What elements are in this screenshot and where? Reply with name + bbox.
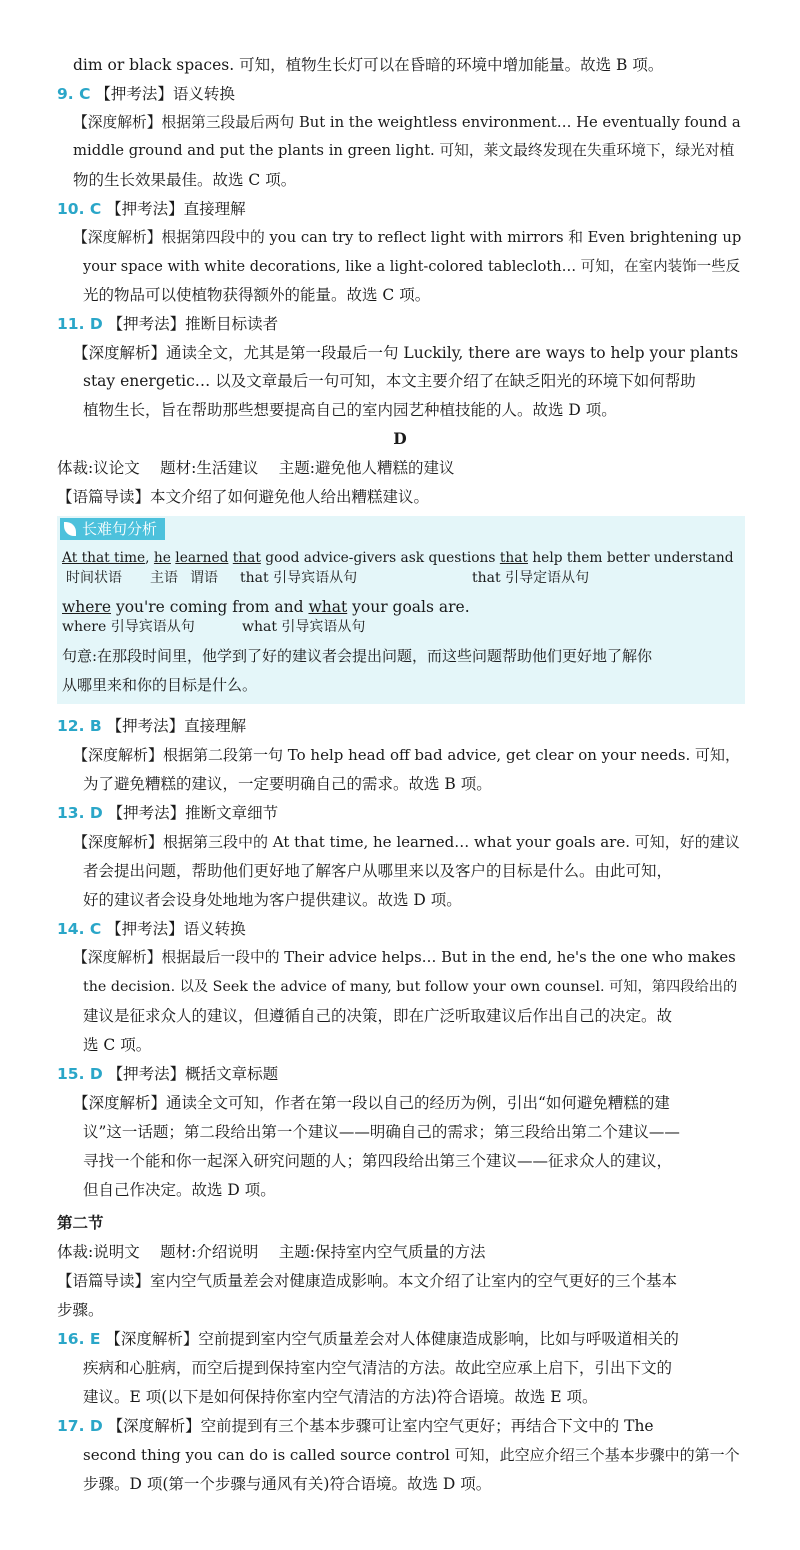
token-he: he	[153, 550, 171, 566]
answer-14-header	[57, 919, 246, 939]
section-d-genre: 体裁:议论文 题材:生活建议 主题:避免他人糟糕的建议	[57, 459, 455, 477]
answer-text: 【深度解析】空前提到室内空气质量差会对人体健康造成影响，比如与呼吸道相关的	[105, 1330, 679, 1348]
continuation-line: dim or black spaces. 可知，植物生长灯可以在昏暗的环境中增加能量。故选 B 项。	[73, 56, 664, 74]
token: ,	[145, 550, 154, 566]
answer-10-header	[57, 199, 246, 219]
answer-13-header	[57, 803, 278, 823]
answer-11-header	[57, 314, 278, 334]
answer-15-header	[57, 1064, 278, 1084]
sentence-analysis-tag-label: 长难句分析	[82, 520, 158, 538]
answer-number: 9. C	[57, 85, 91, 103]
answer-15-line-3: 寻找一个能和你一起深入研究问题的人；第四段给出第三个建议——征求众人的建议，	[83, 1152, 673, 1170]
answer-number: 14. C	[57, 920, 102, 938]
answer-12-header	[57, 716, 246, 736]
answer-number: 17. D	[57, 1417, 103, 1435]
answer-14-line-3: 建议是征求众人的建议，但遵循自己的决策，即在广泛听取建议后作出自己的决定。故	[83, 1007, 673, 1025]
method-tag: 【押考法】语义转换	[106, 920, 246, 938]
answer-10-line-2: your space with white decorations, like a light-colored tablecloth… 可知，在室内装饰一些反	[83, 259, 741, 275]
method-tag: 【押考法】直接理解	[106, 200, 246, 218]
section-2-guide-line-1: 【语篇导读】室内空气质量差会对健康造成影响。本文介绍了让室内的空气更好的三个基本	[57, 1272, 678, 1290]
answer-number: 13. D	[57, 804, 103, 822]
token: you're coming from and	[111, 598, 309, 616]
answer-15-line-2: 议”这一话题；第二段给出第一个建议——明确自己的需求；第三段给出第二个建议——	[83, 1123, 680, 1141]
leaf-icon	[64, 522, 76, 536]
answer-15-line-4: 但自己作决定。故选 D 项。	[83, 1181, 276, 1199]
token-what: what	[308, 598, 348, 616]
answer-11-line-1: 【深度解析】通读全文，尤其是第一段最后一句 Luckily, there are ways to help your plants	[73, 344, 739, 362]
method-tag: 【押考法】推断目标读者	[107, 315, 279, 333]
answer-number: 11. D	[57, 315, 103, 333]
token: your goals are.	[347, 598, 470, 616]
section-2-genre: 体裁:说明文 题材:介绍说明 主题:保持室内空气质量的方法	[57, 1243, 486, 1261]
gloss-what-clause: what 引导宾语从句	[242, 619, 366, 635]
gloss-object-clause: that 引导宾语从句	[240, 570, 358, 586]
analysis-meaning-line-1: 句意:在那段时间里，他学到了好的建议者会提出问题，而这些问题帮助他们更好地了解你	[62, 647, 653, 665]
analysis-sentence-row-2	[62, 598, 470, 616]
gloss-predicate: 谓语	[190, 570, 218, 586]
answer-13-line-3: 好的建议者会设身处地地为客户提供建议。故选 D 项。	[83, 891, 462, 909]
answer-11-line-3: 植物生长，旨在帮助那些想要提高自己的室内园艺种植技能的人。故选 D 项。	[83, 401, 617, 419]
answer-16-line-1	[57, 1329, 679, 1349]
token: help them better understand	[527, 550, 734, 566]
answer-9-line-1: 【深度解析】根据第三段最后两句 But in the weightless environment… He eventually found a	[73, 114, 741, 131]
method-tag: 【押考法】概括文章标题	[107, 1065, 279, 1083]
analysis-sentence-row-1	[62, 549, 734, 567]
analysis-meaning-line-2: 从哪里来和你的目标是什么。	[62, 676, 258, 694]
section-d-letter: D	[393, 429, 407, 448]
answer-14-line-4: 选 C 项。	[83, 1036, 152, 1054]
gloss-attributive-clause: that 引导定语从句	[472, 570, 590, 586]
method-tag: 【押考法】推断文章细节	[107, 804, 279, 822]
answer-15-line-1: 【深度解析】通读全文可知，作者在第一段以自己的经历为例，引出“如何避免糟糕的建	[73, 1094, 670, 1112]
answer-13-line-1: 【深度解析】根据第三段中的 At that time, he learned… what your goals are. 可知，好的建议	[73, 833, 740, 851]
section-d-guide: 【语篇导读】本文介绍了如何避免他人给出糟糕建议。	[57, 488, 430, 506]
answer-11-line-2: stay energetic… 以及文章最后一句可知，本文主要介绍了在缺乏阳光的环境下如何帮助	[83, 372, 696, 390]
answer-12-line-1: 【深度解析】根据第二段第一句 To help head off bad advice, get clear on your needs. 可知，	[73, 746, 741, 764]
method-tag: 【押考法】语义转换	[95, 85, 235, 103]
gloss-subject: 主语	[150, 570, 178, 586]
answer-14-line-1: 【深度解析】根据最后一段中的 Their advice helps… But in the end, he's the one who makes	[73, 949, 736, 966]
answer-12-line-2: 为了避免糟糕的建议，一定要明确自己的需求。故选 B 项。	[83, 775, 492, 793]
answer-14-line-2: the decision. 以及 Seek the advice of many, but follow your own counsel. 可知，第四段给出的	[83, 979, 738, 995]
method-tag: 【押考法】直接理解	[106, 717, 247, 735]
answer-number: 16. E	[57, 1330, 101, 1348]
answer-number: 10. C	[57, 200, 102, 218]
answer-10-line-3: 光的物品可以使植物获得额外的能量。故选 C 项。	[83, 286, 431, 304]
answer-text: 【深度解析】空前提到有三个基本步骤可让室内空气更好；再结合下文中的 The	[107, 1417, 654, 1435]
answer-16-line-2: 疾病和心脏病，而空后提到保持室内空气清洁的方法。故此空应承上启下，引出下文的	[83, 1359, 673, 1377]
token-learned: learned	[175, 550, 229, 566]
answer-13-line-2: 者会提出问题，帮助他们更好地了解客户从哪里来以及客户的目标是什么。由此可知，	[83, 862, 673, 880]
answer-9-line-3: 物的生长效果最佳。故选 C 项。	[73, 171, 297, 189]
answer-16-line-3: 建议。E 项(以下是如何保持你室内空气清洁的方法)符合语境。故选 E 项。	[83, 1388, 598, 1406]
token: good advice-givers ask questions	[260, 550, 500, 566]
answer-9-line-2: middle ground and put the plants in green light. 可知，莱文最终发现在失重环境下，绿光对植	[73, 142, 735, 159]
answer-number: 12. B	[57, 717, 102, 735]
answer-17-line-2: second thing you can do is called source control 可知，此空应介绍三个基本步骤中的第一个	[83, 1446, 740, 1464]
answer-17-line-1	[57, 1416, 654, 1436]
sentence-analysis-tag	[60, 518, 165, 540]
section-2-guide-line-2: 步骤。	[57, 1301, 104, 1319]
gloss-adverbial: 时间状语	[66, 570, 122, 586]
token-that-2: that	[499, 550, 528, 566]
token-where: where	[62, 598, 112, 616]
gloss-where-clause: where 引导宾语从句	[62, 619, 195, 635]
token-at-that-time: At that time	[62, 550, 146, 566]
answer-10-line-1: 【深度解析】根据第四段中的 you can try to reflect light with mirrors 和 Even brightening up	[73, 229, 742, 246]
answer-17-line-3: 步骤。D 项(第一个步骤与通风有关)符合语境。故选 D 项。	[83, 1475, 492, 1493]
answer-number: 15. D	[57, 1065, 103, 1083]
token-that-1: that	[232, 550, 261, 566]
answer-9-header	[57, 84, 235, 104]
section-2-heading: 第二节	[57, 1213, 104, 1232]
